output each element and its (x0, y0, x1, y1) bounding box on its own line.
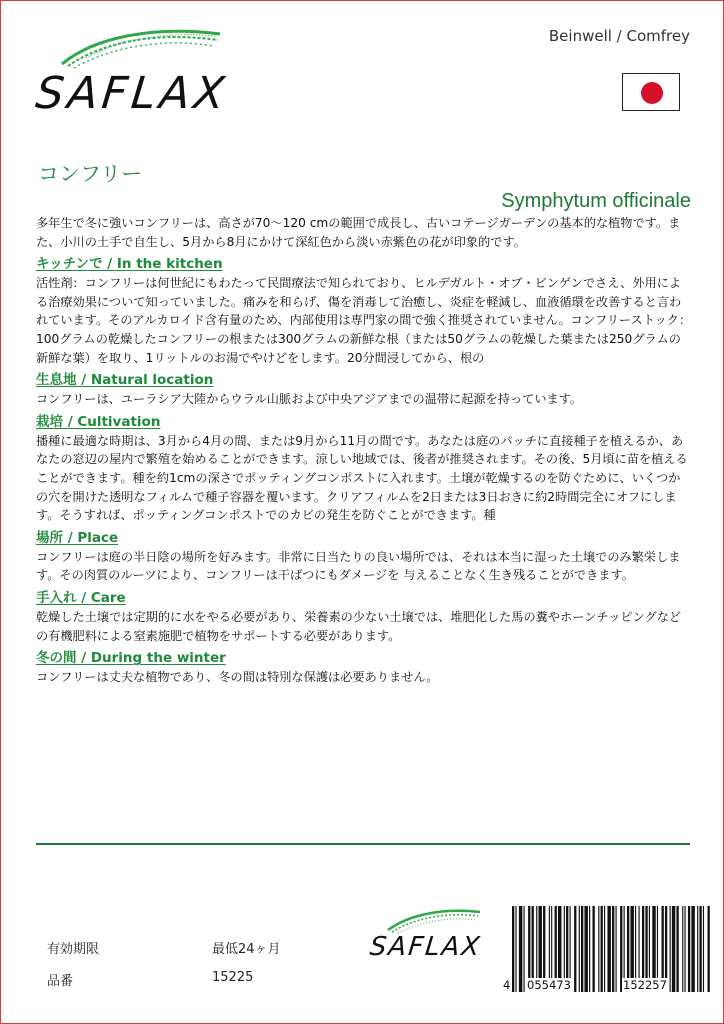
footer-divider (36, 843, 690, 845)
latin-name: Symphytum officinale (501, 190, 691, 212)
section-heading-winter: 冬の間 / During the winter (36, 650, 226, 667)
intro-text: 多年生で冬に強いコンフリーは、高さが70〜120 cmの範囲で成長し、古いコテージガーデンの基本的な植物です。また、小川の土手で自生し、5月から8月にかけて深紅色から淡い赤紫色の花が印象的です。 (36, 216, 681, 249)
section-heading-care: 手入れ / Care (36, 589, 126, 606)
brush-stroke-icon (56, 24, 226, 72)
page-title: コンフリー (38, 162, 143, 186)
item-number-value: 15225 (212, 970, 254, 985)
section-body-cultivation: 播種に最適な時期は、3月から4月の間、または9月から11月の間です。あなたは庭のパッチに直接種子を植えるか、あなたの窓辺の屋内で繁殖を始めることができます。涼しい地域では、後者が推奨されます。その後、5月頃に苗を植えることができます。種を約1cmの深さでポッティングコンポストに入れます。土壌が乾燥するのを防ぐために、いくつかの穴を開けた透明なフィルムで種子容器を覆います。クリアフィルムを2日または3日おきに約2時間完全にオフにします。そうすれば、ポッティングコンポストでのカビの発生を防ぐことができます。種 (36, 433, 688, 523)
item-number-label: 品番 (47, 974, 74, 989)
barcode-digits (502, 978, 712, 996)
section-body-winter: コンフリーは丈夫な植物であり、冬の間は特別な保護は必要ありません。 (36, 670, 439, 685)
section-heading-cultivation: 栽培 / Cultivation (36, 413, 161, 430)
description (36, 214, 692, 691)
section-body-care: 乾燥した土壌では定期的に水をやる必要があり、栄養素の少ない土壌では、堆肥化した馬の糞やホーンチッピングなどの有機肥料による窒素施肥で植物をサポートする必要があります。 (36, 609, 682, 643)
section-heading-place: 場所 / Place (36, 529, 119, 546)
barcode-right-digits: 152257 (623, 978, 667, 992)
japan-flag-icon (622, 73, 680, 111)
expiry-label: 有効期限 (47, 942, 100, 957)
product-name: Beinwell / Comfrey (548, 27, 690, 45)
expiry-value: 最低24ヶ月 (212, 942, 281, 957)
barcode-lead-digit: 4 (503, 978, 511, 992)
barcode-left-digits: 055473 (527, 978, 571, 992)
section-heading-location: 生息地 / Natural location (36, 372, 214, 389)
section-body-kitchen: 活性剤：コンフリーは何世紀にもわたって民間療法で知られており、ヒルデガルト・オブ・ビンゲンでさえ、外用による治療効果について知っていました。痛みを和らげ、傷を消毒して治癒し、炎症を軽減し、血液循環を改善すると言われています。そのアルカロイド含有量のため、内部使用は専門家の間で強く推奨されていません。コンフリーストック：100グラムの乾燥したコンフリーの根または300グラムの新鮮な根（または50グラムの乾燥した葉または250グラムの新鮮な葉）を取り、1リットルのお湯でやけどをします。20分間浸してから、根の (36, 276, 692, 365)
saflax-logo-footer (370, 906, 500, 970)
logo-text: SAFLAX (33, 68, 231, 119)
flag-sun (641, 82, 663, 104)
section-body-place: コンフリーは庭の半日陰の場所を好みます。非常に日当たりの良い場所では、それは本当に湿った土壌でのみ繁栄します。その肉質のルーツにより、コンフリーは干ばつにもダメージを 与えることなく生き残ることができます。 (36, 549, 681, 583)
saflax-logo (33, 24, 236, 124)
footer-logo-text: SAFLAX (368, 932, 483, 962)
section-body-location: コンフリーは、ユーラシア大陸からウラル山脈および中央アジアまでの温帯に起源を持っています。 (36, 392, 583, 407)
section-heading-kitchen: キッチンで / In the kitchen (36, 256, 223, 273)
